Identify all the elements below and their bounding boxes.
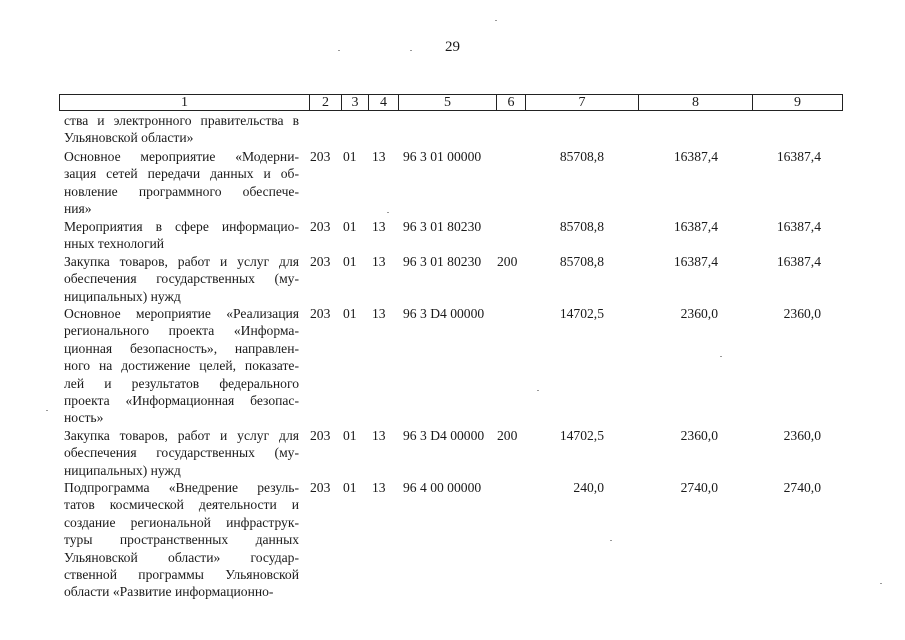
page-number: 29 — [445, 39, 460, 55]
code-target-item: 96 3 01 80230 — [403, 219, 482, 234]
description-line: обеспечения государственных (му- — [64, 271, 299, 287]
amount-col-9: 2360,0 — [783, 428, 821, 443]
amount-col-7: 14702,5 — [559, 428, 604, 443]
description-line: Ульяновской области» — [64, 130, 194, 146]
description-line: области «Развитие информационно- — [64, 584, 274, 600]
description-line: татов космической деятельности и — [64, 497, 299, 513]
code-grbs: 203 — [310, 428, 331, 443]
code-section: 01 — [343, 254, 357, 269]
amount-col-8: 2360,0 — [680, 428, 718, 443]
row-description — [64, 148, 299, 218]
description-line: ного на достижение целей, показате- — [64, 358, 299, 374]
code-section: 01 — [343, 149, 357, 164]
code-grbs: 203 — [310, 480, 331, 495]
code-subsection: 13 — [372, 219, 386, 234]
code-target-item: 96 3 D4 00000 — [403, 428, 485, 443]
amount-col-9: 2360,0 — [783, 306, 821, 321]
amount-col-9: 16387,4 — [776, 219, 821, 234]
description-line: зация сетей передачи данных и об- — [64, 166, 299, 182]
amount-col-8: 16387,4 — [673, 254, 718, 269]
description-line: Основное мероприятие «Модерни- — [64, 149, 299, 164]
amount-col-7: 240,0 — [573, 480, 604, 495]
description-line: ственной программы Ульяновской — [64, 567, 299, 583]
code-expense-type: 200 — [497, 254, 518, 269]
description-line: Основное мероприятие «Реализация — [64, 306, 299, 321]
description-line: туры пространственных данных — [64, 532, 299, 548]
header-cell-9: 9 — [752, 95, 842, 110]
description-line: ниципальных) нужд — [64, 288, 181, 304]
amount-col-9: 16387,4 — [776, 149, 821, 164]
description-line: Подпрограмма «Внедрение резуль- — [64, 480, 299, 495]
header-cell-1: 1 — [181, 95, 188, 110]
table-header-row — [59, 94, 843, 111]
row-description — [64, 112, 299, 147]
code-section: 01 — [343, 219, 357, 234]
description-line: новление программного обеспече- — [64, 183, 299, 199]
code-grbs: 203 — [310, 254, 331, 269]
header-cell-2: 2 — [309, 95, 341, 110]
code-target-item: 96 3 01 80230 — [403, 254, 482, 269]
amount-col-8: 2740,0 — [680, 480, 718, 495]
description-line: Закупка товаров, работ и услуг для — [64, 428, 299, 443]
amount-col-8: 16387,4 — [673, 219, 718, 234]
amount-col-7: 85708,8 — [559, 149, 604, 164]
amount-col-7: 14702,5 — [559, 306, 604, 321]
description-line: проекта «Информационная безопас- — [64, 393, 299, 409]
row-description — [64, 305, 299, 427]
row-description — [64, 479, 299, 601]
code-subsection: 13 — [372, 254, 386, 269]
code-target-item: 96 4 00 00000 — [403, 480, 482, 495]
header-cell-3: 3 — [341, 95, 368, 110]
code-section: 01 — [343, 480, 357, 495]
header-cell-6: 6 — [496, 95, 525, 110]
header-cell-8: 8 — [638, 95, 752, 110]
description-line: нных технологий — [64, 236, 165, 252]
code-subsection: 13 — [372, 306, 386, 321]
header-cell-4: 4 — [368, 95, 398, 110]
description-line: Мероприятия в сфере информацио- — [64, 219, 299, 234]
row-description — [64, 253, 299, 305]
description-line: Закупка товаров, работ и услуг для — [64, 254, 299, 269]
row-description — [64, 427, 299, 479]
description-line: Ульяновской области» государ- — [64, 549, 299, 565]
code-grbs: 203 — [310, 149, 331, 164]
description-line: ционная безопасность», направлен- — [64, 340, 299, 356]
description-line: обеспечения государственных (му- — [64, 445, 299, 461]
code-target-item: 96 3 01 00000 — [403, 149, 482, 164]
amount-col-9: 2740,0 — [783, 480, 821, 495]
description-line: ниципальных) нужд — [64, 462, 181, 478]
description-line: регионального проекта «Информа- — [64, 323, 299, 339]
row-description — [64, 218, 299, 253]
code-subsection: 13 — [372, 480, 386, 495]
amount-col-8: 2360,0 — [680, 306, 718, 321]
code-grbs: 203 — [310, 219, 331, 234]
description-line: создание региональной инфраструк- — [64, 514, 299, 530]
code-target-item: 96 3 D4 00000 — [403, 306, 485, 321]
description-line: ность» — [64, 410, 104, 426]
description-line: лей и результатов федерального — [64, 375, 299, 391]
amount-col-7: 85708,8 — [559, 254, 604, 269]
code-section: 01 — [343, 428, 357, 443]
code-expense-type: 200 — [497, 428, 518, 443]
description-line: ния» — [64, 201, 92, 217]
code-subsection: 13 — [372, 428, 386, 443]
amount-col-9: 16387,4 — [776, 254, 821, 269]
amount-col-8: 16387,4 — [673, 149, 718, 164]
header-cell-7: 7 — [525, 95, 638, 110]
code-section: 01 — [343, 306, 357, 321]
code-grbs: 203 — [310, 306, 331, 321]
header-cell-5: 5 — [398, 95, 496, 110]
code-subsection: 13 — [372, 149, 386, 164]
amount-col-7: 85708,8 — [559, 219, 604, 234]
description-line: ства и электронного правительства в — [64, 113, 299, 128]
